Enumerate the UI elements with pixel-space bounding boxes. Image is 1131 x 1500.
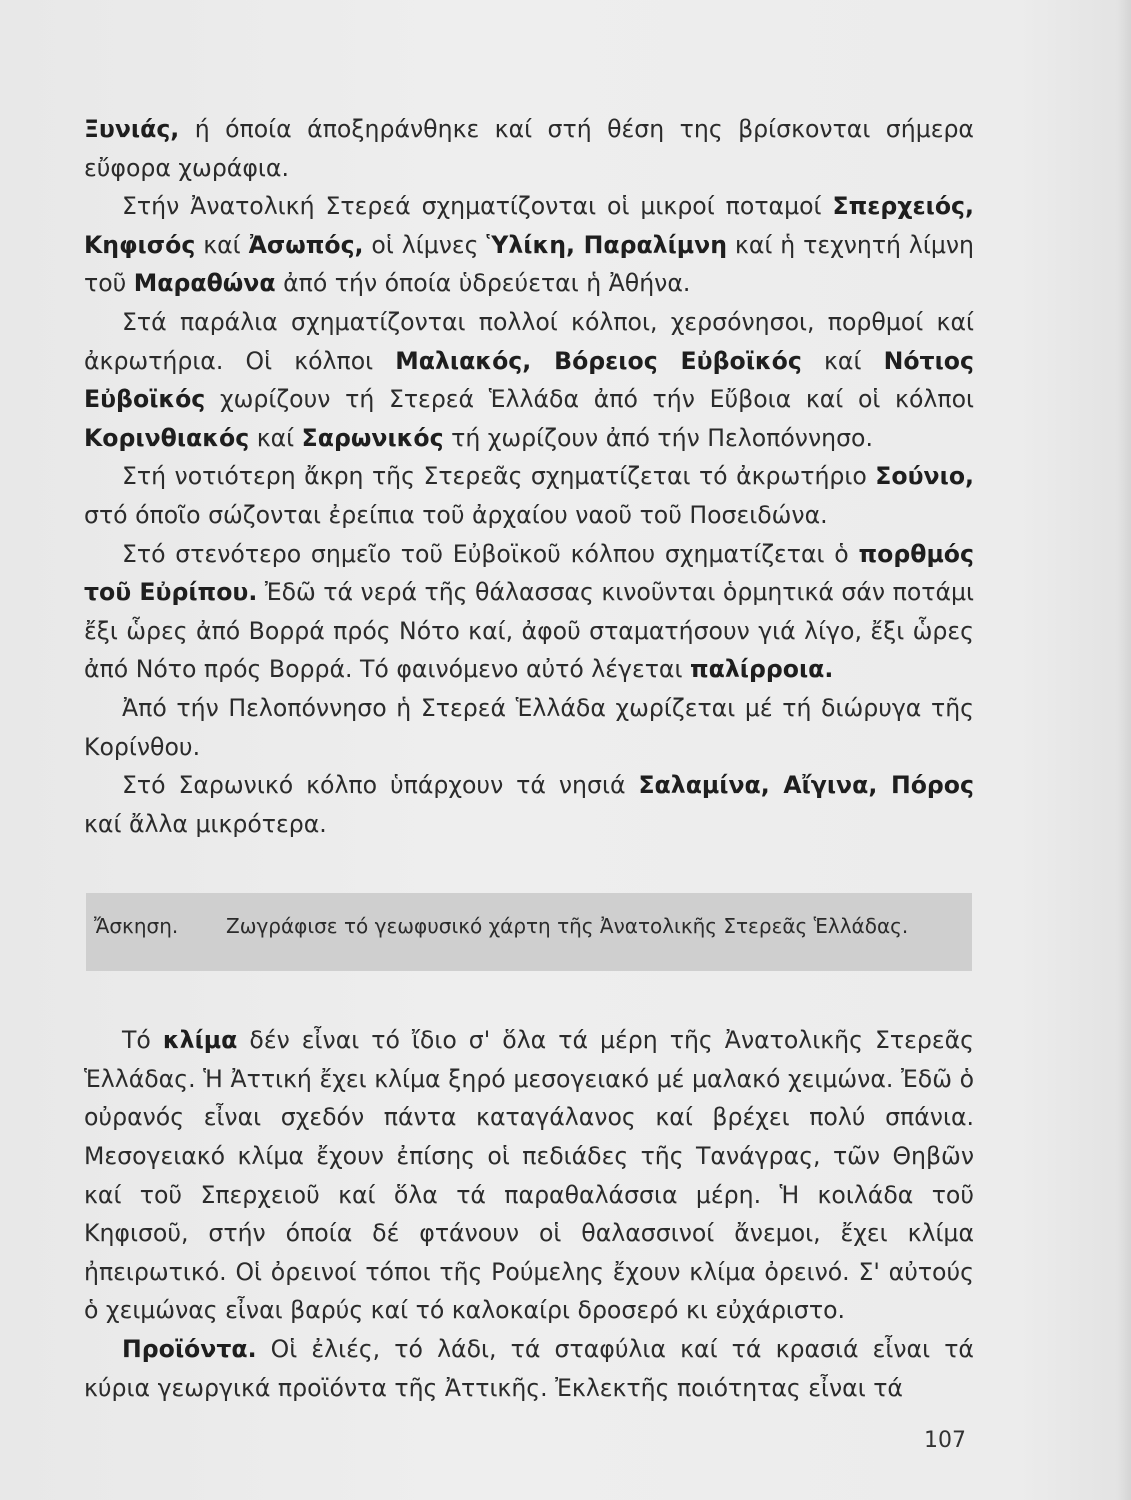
- paragraph-corinth: Ἀπό τήν Πελοπόννησο ἡ Στερεά Ἑλλάδα χωρίζεται μέ τή διώρυγα τῆς Κορίνθου.: [84, 693, 974, 761]
- page-edge-shadow: [1117, 0, 1131, 1500]
- paragraph-gulfs: Στά παράλια σχηματίζονται πολλοί κόλποι, χερσόνησοι, πορθμοί καί ἀκρωτήρια. Οἱ κόλποι Μαλιακός, Βόρειος Εὐβοϊκός καί Νότιος Εὐβοϊκός χωρίζουν τή Στερεά Ἑλλάδα ἀπό τήν Εὔβοια καί οἱ κόλποι Κορινθιακός καί Σαρωνικός τή χωρίζουν ἀπό τήν Πελοπόννησο.: [84, 307, 974, 452]
- exercise-box: [86, 893, 972, 971]
- paragraph-climate: Τό κλίμα δέν εἶναι τό ἴδιο σ' ὅλα τά μέρη τῆς Ἀνατολικῆς Στερεᾶς Ἑλλάδας. Ἡ Ἀττική ἔχει κλίμα ξηρό μεσογειακό μέ μαλακό χειμώνα. Ἐδῶ ὁ οὐρανός εἶναι σχεδόν πάντα καταγάλανος καί βρέχει πολύ σπάνια. Μεσογειακό κλίμα ἔχουν ἐπίσης οἱ πεδιάδες τῆς Τανάγρας, τῶν Θηβῶν καί τοῦ Σπερχειοῦ καί ὅλα τά παραθαλάσσια μέρη. Ἡ κοιλάδα τοῦ Κηφισοῦ, στήν όποία δέ φτάνουν οἱ θαλασσινοί ἄνεμοι, ἔχει κλίμα ἠπειρωτικό. Οἱ ὀρεινοί τόποι τῆς Ρούμελης ἔχουν κλίμα ὀρεινό. Σ' αὐτούς ὁ χειμώνας εἶναι βαρύς καί τό καλοκαίρι δροσερό κι εὐχάριστο.: [84, 1026, 974, 1325]
- paragraph-evripos: Στό στενότερο σημεῖο τοῦ Εὐβοϊκοῦ κόλπου σχηματίζεται ὁ πορθμός τοῦ Εὐρίπου. Ἐδῶ τά νερά τῆς θάλασσας κινοῦνται ὁρμητικά σάν ποτάμι ἔξι ὧρες ἀπό Βορρά πρός Νότο καί, ἀφοῦ σταματήσουν γιά λίγο, ἔξι ὧρες ἀπό Νότο πρός Βορρά. Τό φαινόμενο αὐτό λέγεται παλίρροια.: [84, 539, 974, 684]
- paragraph-islands: Στό Σαρωνικό κόλπο ὑπάρχουν τά νησιά Σαλαμίνα, Αἴγινα, Πόρος καί ἄλλα μικρότερα.: [84, 771, 974, 838]
- paragraph-1: Ξυνιάς, ή όποία άποξηράνθηκε καί στή θέση της βρίσκονται σήμερα εὔφορα χωράφια.: [84, 115, 974, 182]
- exercise-label: Ἄσκηση.: [94, 914, 179, 939]
- exercise-text: Ζωγράφισε τό γεωφυσικό χάρτη τῆς Ἀνατολικῆς Στερεᾶς Ἑλλάδας.: [226, 914, 909, 939]
- paragraph-sounio: Στή νοτιότερη ἄκρη τῆς Στερεᾶς σχηματίζεται τό ἀκρωτήριο Σούνιο, στό όποῖο σώζονται ἐρείπια τοῦ ἀρχαίου ναοῦ τοῦ Ποσειδώνα.: [84, 462, 974, 529]
- paragraph-rivers-lakes: Στήν Ἀνατολική Στερεά σχηματίζονται οἱ μικροί ποταμοί Σπερχειός, Κηφισός καί Ἀσωπός, οἱ λίμνες Ὑλίκη, Παραλίμνη καί ἡ τεχνητή λίμνη τοῦ Μαραθώνα ἀπό τήν όποία ὑδρεύεται ἡ Ἀθήνα.: [84, 192, 974, 298]
- paragraph-products: Προϊόντα. Οἱ ἐλιές, τό λάδι, τά σταφύλια καί τά κρασιά εἶναι τά κύρια γεωργικά προϊόντα τῆς Ἀττικῆς. Ἐκλεκτῆς ποιότητας εἶναι τά: [84, 1335, 974, 1402]
- page-text: [84, 110, 974, 1407]
- term-xynias: Ξυνιάς,: [84, 115, 180, 143]
- page-number: 107: [924, 1428, 966, 1453]
